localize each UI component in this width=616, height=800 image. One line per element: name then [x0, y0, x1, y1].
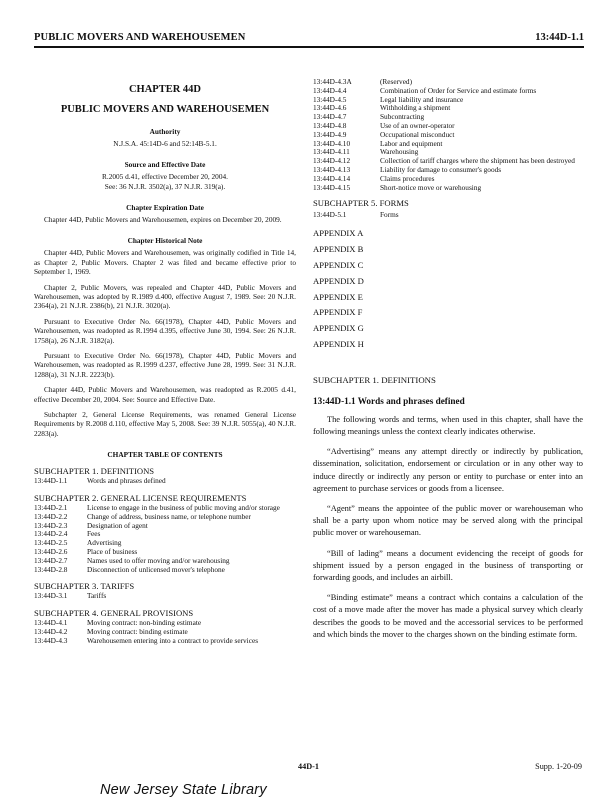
source-line-1: R.2005 d.41, effective December 20, 2004.: [102, 172, 228, 182]
toc-entry-number: 13:44D-2.8: [34, 564, 68, 574]
toc-entry-number: 13:44D-4.8: [313, 120, 347, 130]
toc-entry-number: 13:44D-2.2: [34, 511, 68, 521]
chapter-number: CHAPTER 44D: [128, 84, 202, 95]
toc-entry-title: Short-notice move or warehousing: [380, 182, 482, 192]
history-para: Pursuant to Executive Order No. 66(1978), Chapter 44D, Public Movers and Warehousemen, was readopted as R.1994 d.395, effective June 30, 1994. See: 26 N.J.R. 1758(a), 26 N.J.R. 3182(a).: [34, 316, 296, 345]
toc-entry-number: 13:44D-4.11: [313, 147, 350, 157]
toc-entry[interactable]: [34, 530, 296, 539]
toc-heading: CHAPTER TABLE OF CONTENTS: [107, 450, 223, 460]
library-watermark: New Jersey State Library: [100, 782, 267, 798]
toc-entry-number: 13:44D-4.6: [313, 103, 347, 113]
toc-entry-title: Liability for damage to consumer's goods: [380, 164, 502, 174]
toc-entry[interactable]: [313, 166, 583, 175]
toc-entry-title: Names used to offer moving and/or warehousing: [87, 555, 230, 565]
toc-entry[interactable]: [34, 513, 296, 522]
chapter-title: PUBLIC MOVERS AND WAREHOUSEMEN: [60, 104, 270, 115]
toc-entry-title: Advertising: [87, 538, 122, 548]
toc-entry-number: 13:44D-1.1: [34, 476, 68, 486]
toc-subchapter-2: SUBCHAPTER 2. GENERAL LICENSE REQUIREMENTS: [34, 493, 247, 503]
appendix-link[interactable]: APPENDIX C: [313, 259, 364, 270]
appendix-link[interactable]: APPENDIX D: [313, 275, 364, 286]
supplement-date: Supp. 1-20-09: [535, 762, 582, 771]
toc-entry-title: Warehousing: [380, 147, 419, 157]
appendix-link[interactable]: APPENDIX A: [313, 228, 364, 239]
toc-entry-number: 13:44D-4.7: [313, 112, 347, 122]
expiration-heading: Chapter Expiration Date: [126, 202, 204, 212]
toc-entry-number: 13:44D-4.9: [313, 129, 347, 139]
toc-entry-number: 13:44D-3.1: [34, 591, 68, 601]
left-column: [34, 58, 296, 646]
toc-entry[interactable]: [313, 184, 583, 193]
toc-entry-title: Warehousemen entering into a contract to provide services: [87, 635, 259, 645]
toc-entry-title: Change of address, business name, or telephone number: [87, 511, 251, 521]
toc-entry[interactable]: [34, 539, 296, 548]
toc-entry-number: 13:44D-4.14: [313, 173, 351, 183]
history-para: Chapter 2, Public Movers, was repealed and Chapter 44D, Public Movers and Warehousemen, was adopted by R.1989 d.400, effective August 7, 1989. See: 20 N.J.R. 2364(a), 21 N.J.R. 2386(b), 21 N.J.R. 3020(a).: [34, 282, 296, 311]
toc-entry[interactable]: [34, 522, 296, 531]
right-column: [313, 78, 583, 641]
appendix-list: [313, 226, 583, 352]
header-section-number: 13:44D-1.1: [535, 32, 584, 43]
toc-entry-number: 13:44D-2.4: [34, 529, 68, 539]
toc-entry-title: Disconnection of unlicensed mover's telephone: [87, 564, 225, 574]
toc-subchapter-1: SUBCHAPTER 1. DEFINITIONS: [34, 466, 155, 477]
definition-paragraph: “Advertising” means any attempt directly or indirectly by publication, dissemination, solicitation, endorsement or circulation or in any other way to induce directly or indirectly any person or entity to purchase or enter into an agreement to purchase services or goods from a licensee.: [313, 447, 583, 493]
authority-text: N.J.S.A. 45:14D-6 and 52:14B-5.1.: [113, 139, 217, 148]
toc-entry-number: 13:44D-4.1: [34, 618, 68, 628]
toc-entry-title: Forms: [380, 210, 399, 220]
toc-entry-title: Collection of tariff charges where the shipment has been destroyed: [380, 156, 575, 166]
toc-entry-title: Words and phrases defined: [87, 476, 166, 486]
definition-paragraph: “Bill of lading” means a document evidencing the receipt of goods for shipment issued by a person engaged in the business of transporting or forwarding goods, and includes an airbill.: [313, 548, 583, 582]
toc-subchapter-3: SUBCHAPTER 3. TARIFFS: [34, 581, 135, 592]
running-header: [34, 32, 584, 48]
toc-entry-title: Place of business: [87, 546, 138, 556]
body-subchapter-heading: SUBCHAPTER 1. DEFINITIONS: [313, 374, 436, 385]
authority-heading: Authority: [149, 127, 181, 136]
toc-entry-title: Moving contract: non-binding estimate: [87, 618, 202, 628]
toc-entry-title: Tariffs: [87, 591, 107, 601]
source-heading: Source and Effective Date: [124, 160, 206, 170]
toc-entry[interactable]: [313, 140, 583, 149]
toc-entry-title: License to engage in the business of public moving and/or storage: [87, 503, 280, 512]
toc-entry-number: 13:44D-2.5: [34, 538, 68, 548]
toc-entry-number: 13:44D-2.7: [34, 555, 68, 565]
toc-entry-number: 13:44D-5.1: [313, 210, 347, 220]
toc-entry[interactable]: [313, 209, 583, 221]
toc-entry[interactable]: [34, 566, 296, 575]
toc-entry-title: Fees: [87, 529, 101, 539]
toc-entry[interactable]: [34, 637, 296, 646]
toc-entry-number: 13:44D-4.5: [313, 94, 347, 104]
toc-entry-number: 13:44D-4.10: [313, 138, 351, 148]
toc-entry-title: (Reserved): [380, 77, 413, 86]
page-number: 44D-1: [298, 762, 319, 771]
toc-entry[interactable]: [313, 131, 583, 140]
history-heading: Chapter Historical Note: [127, 236, 203, 246]
toc-entry-title: Designation of agent: [87, 520, 148, 530]
appendix-link[interactable]: APPENDIX F: [313, 307, 363, 318]
toc-entry[interactable]: [34, 477, 296, 486]
toc-entry-title: Legal liability and insurance: [380, 94, 464, 104]
history-para: Chapter 44D, Public Movers and Warehousemen, was originally codified in Title 14, as Chapter 2, Public Movers. Chapter 2 was filed and became effective prior to September 1, 1969.: [34, 248, 296, 277]
header-title: PUBLIC MOVERS AND WAREHOUSEMEN: [34, 32, 246, 43]
toc-entry-title: Combination of Order for Service and estimate forms: [380, 85, 537, 95]
toc-entry-number: 13:44D-2.3: [34, 520, 68, 530]
history-para: Chapter 44D, Public Movers and Warehousemen, was readopted as R.2005 d.41, effective December 20, 2004. See: Source and Effective Date.: [34, 385, 296, 404]
history-para: Subchapter 2, General License Requirements, was renamed General License Requirements by R.2008 d.110, effective May 5, 2008. See: 39 N.J.R. 5055(a), 40 N.J.R. 2283(a).: [34, 409, 296, 438]
toc-entry-number: 13:44D-4.13: [313, 164, 351, 174]
definition-paragraph: “Agent” means the appointee of the public mover or warehouseman who shall be a party upon whom notice may be served along with the principal public mover or warehouseman.: [313, 503, 583, 538]
appendix-link[interactable]: APPENDIX G: [313, 323, 364, 334]
toc-entry-title: Withholding a shipment: [380, 103, 451, 113]
toc-entry-number: 13:44D-4.3A: [313, 77, 352, 86]
toc-entry-number: 13:44D-2.6: [34, 546, 68, 556]
toc-entry-title: Claims procedures: [380, 173, 435, 183]
section-heading: 13:44D-1.1 Words and phrases defined: [313, 395, 465, 406]
toc-entry[interactable]: [313, 104, 583, 113]
definition-paragraph: “Binding estimate” means a contract which contains a calculation of the cost of a move made after the mover has made a physical survey which clearly describes the goods to be moved and the accessorial services to be performed and which binds the mover to the charges shown on the binding estimate form.: [313, 593, 583, 639]
toc-entry-number: 13:44D-4.3: [34, 635, 68, 645]
history-para: Pursuant to Executive Order No. 66(1978), Chapter 44D, Public Movers and Warehousemen, was readopted as R.1999 d.237, effective June 28, 1999. See: 31 N.J.R. 1288(a), 31 N.J.R. 2223(b).: [34, 350, 296, 379]
toc-subchapter-5: SUBCHAPTER 5. FORMS: [313, 198, 409, 209]
toc-entry-title: Use of an owner-operator: [380, 120, 455, 130]
source-line-2: See: 36 N.J.R. 3502(a), 37 N.J.R. 319(a).: [104, 181, 226, 191]
toc-entry[interactable]: [34, 592, 296, 601]
toc-entry-number: 13:44D-2.1: [34, 503, 68, 512]
toc-entry-title: Moving contract: binding estimate: [87, 626, 188, 636]
toc-entry-number: 13:44D-4.4: [313, 85, 347, 95]
definition-paragraph: The following words and terms, when used in this chapter, shall have the following meanings unless the context clearly indicates otherwise.: [313, 414, 583, 436]
expiration-text: Chapter 44D, Public Movers and Warehousemen, expires on December 20, 2009.: [44, 214, 282, 224]
toc-entry-title: Subcontracting: [380, 112, 425, 122]
toc-entry-number: 13:44D-4.15: [313, 182, 351, 192]
toc-subchapter-4: SUBCHAPTER 4. GENERAL PROVISIONS: [34, 608, 194, 619]
appendix-link[interactable]: APPENDIX E: [313, 291, 363, 302]
toc-entry-number: 13:44D-4.12: [313, 156, 351, 166]
toc-entry-title: Occupational misconduct: [380, 129, 455, 139]
toc-entry-title: Labor and equipment: [380, 138, 443, 148]
toc-entry-number: 13:44D-4.2: [34, 626, 68, 636]
appendix-link[interactable]: APPENDIX H: [313, 338, 364, 349]
appendix-link[interactable]: APPENDIX B: [313, 244, 364, 255]
